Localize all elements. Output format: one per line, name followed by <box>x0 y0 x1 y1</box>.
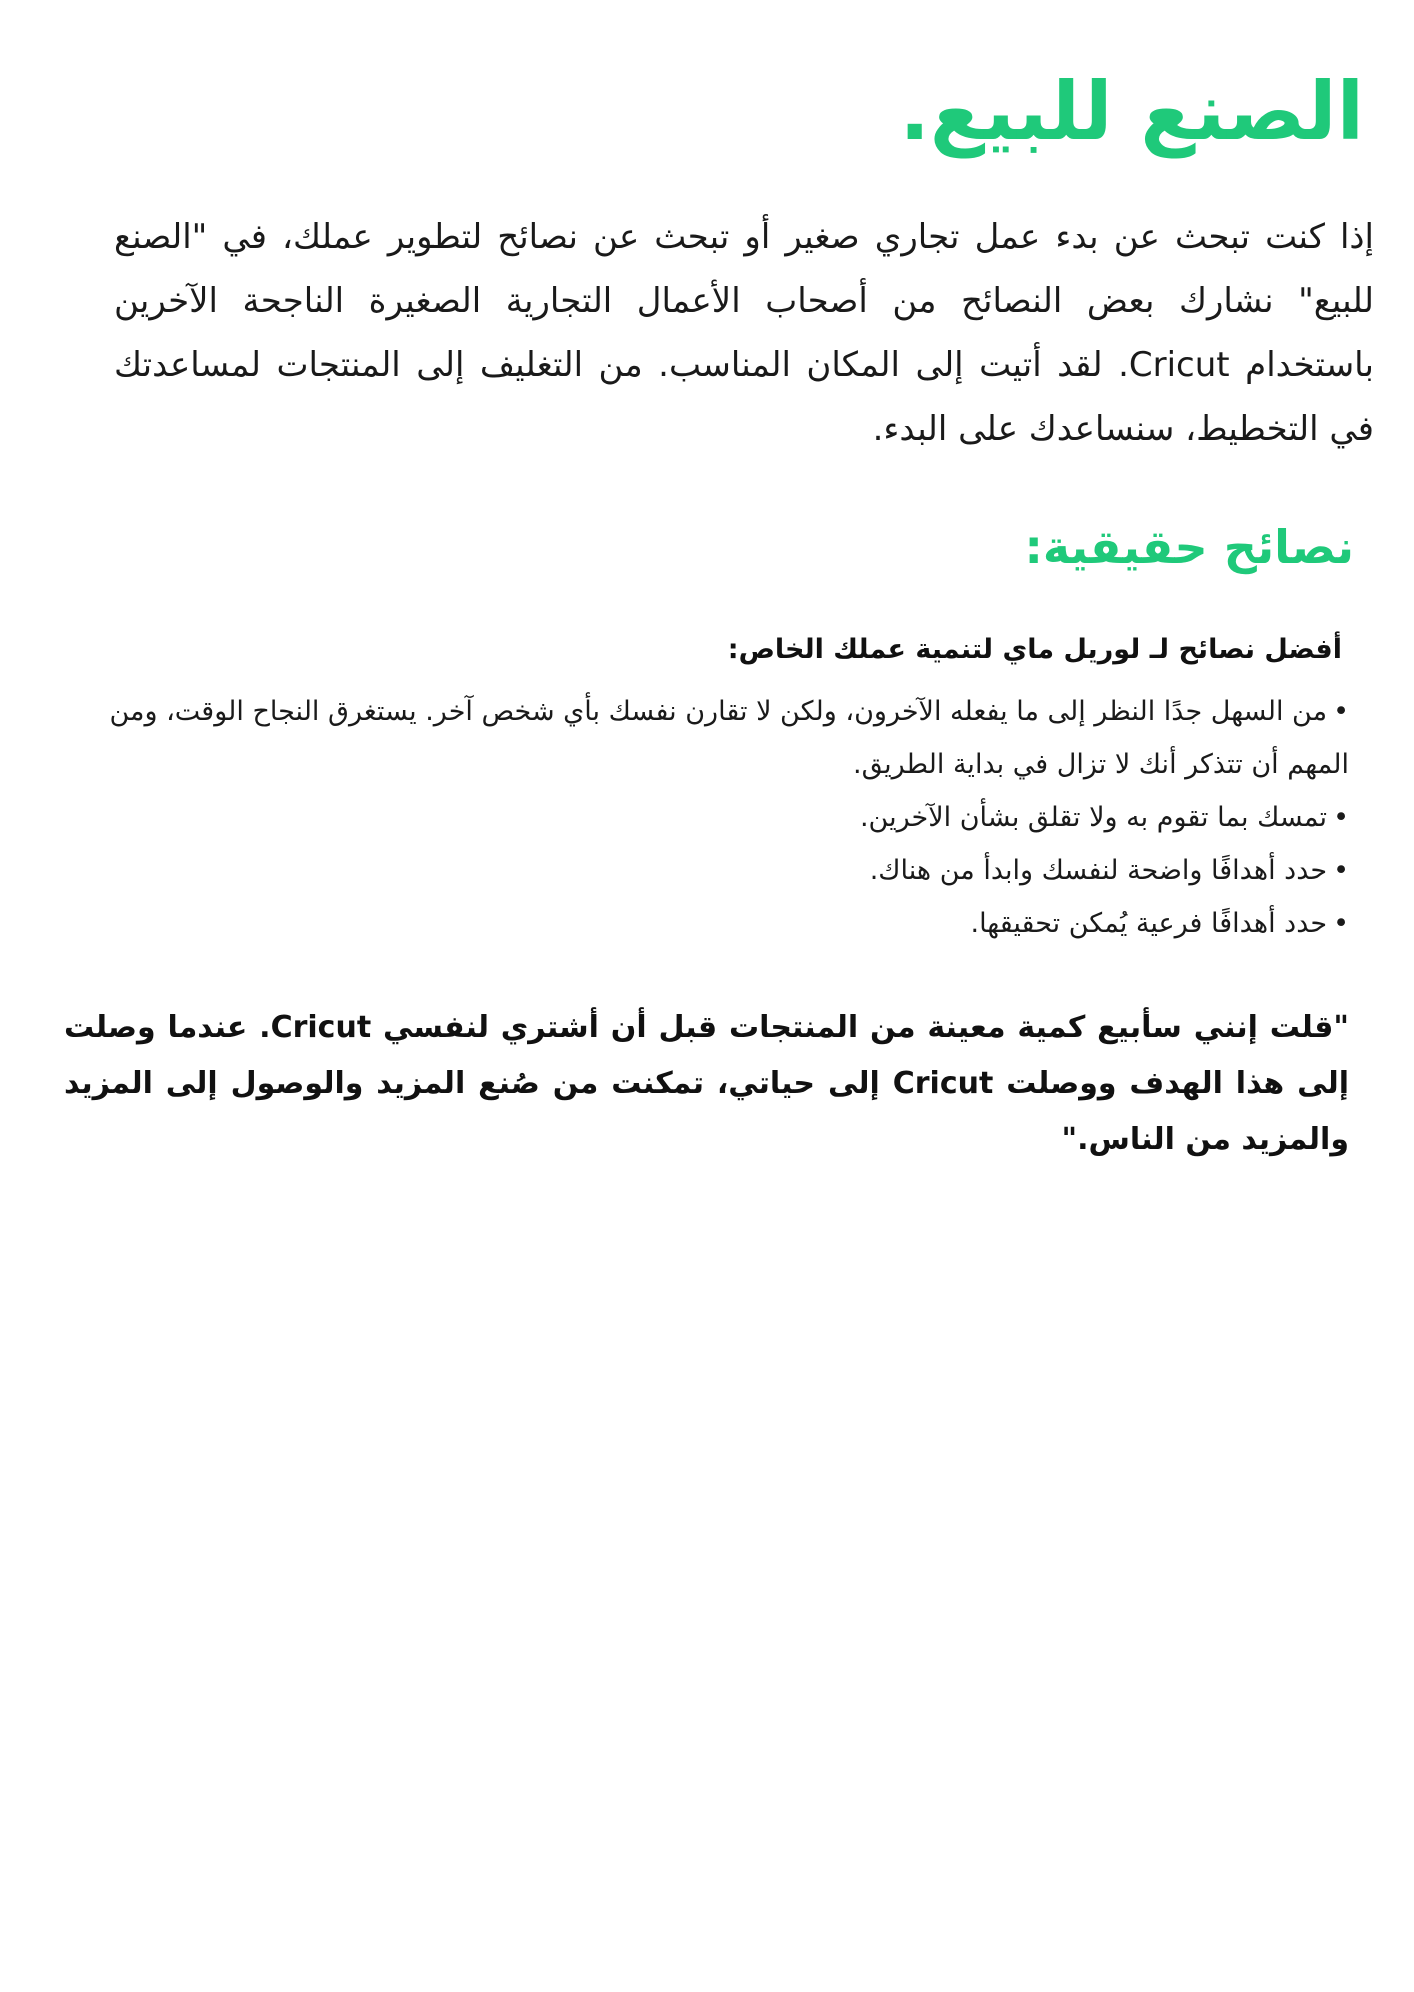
tips-heading: أفضل نصائح لـ لوريل ماي لتنمية عملك الخاص: <box>727 634 1342 665</box>
tip-text: حدد أهدافًا فرعية يُمكن تحقيقها. <box>970 908 1328 939</box>
bullet-icon: • <box>1333 855 1349 886</box>
tip-text: تمسك بما تقوم به ولا تقلق بشأن الآخرين. <box>859 802 1328 833</box>
section-heading: نصائح حقيقية: <box>1024 520 1354 574</box>
list-item <box>64 685 1349 791</box>
list-item <box>64 844 1349 897</box>
quote-paragraph: "قلت إنني سأبيع كمية معينة من المنتجات قبل أن أشتري لنفسي Cricut. عندما وصلت إلى هذا الهدف ووصلت Cricut إلى حياتي، تمكنت من صُنع المزيد والوصول إلى المزيد والمزيد من الناس." <box>64 1010 1349 1157</box>
tips-list <box>64 685 1349 950</box>
tip-text: حدد أهدافًا واضحة لنفسك وابدأ من هناك. <box>869 855 1328 886</box>
bullet-icon: • <box>1333 802 1349 833</box>
bullet-icon: • <box>1333 696 1349 727</box>
intro-paragraph: إذا كنت تبحث عن بدء عمل تجاري صغير أو تبحث عن نصائح لتطوير عملك، في "الصنع للبيع" نشارك بعض النصائح من أصحاب الأعمال التجارية الصغيرة الناجحة الآخرين باستخدام Cricut. لقد أتيت إلى المكان المناسب. من التغليف إلى المنتجات لمساعدتك في التخطيط، سنساعدك على البدء. <box>114 217 1374 449</box>
tip-text: من السهل جدًا النظر إلى ما يفعله الآخرون، ولكن لا تقارن نفسك بأي شخص آخر. يستغرق النجاح الوقت، ومن المهم أن تتذكر أنك لا تزال في بداية الطريق. <box>109 696 1349 780</box>
list-item <box>64 897 1349 950</box>
page-title: الصنع للبيع. <box>899 65 1364 158</box>
list-item <box>64 791 1349 844</box>
bullet-icon: • <box>1333 908 1349 939</box>
